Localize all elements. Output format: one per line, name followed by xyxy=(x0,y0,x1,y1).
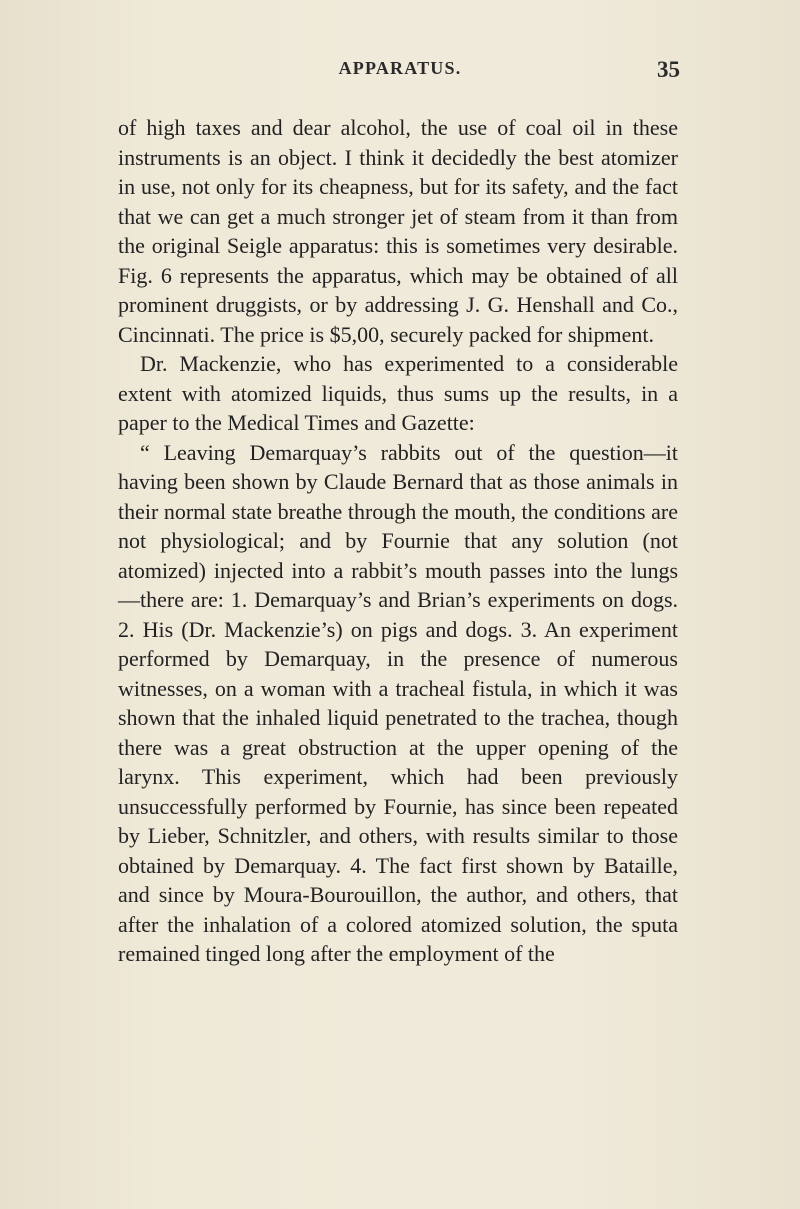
paragraph-quotation: “ Leaving Demarquay’s rabbits out of the question—it having been shown by Claude Bernard that as those animals in their normal state breathe through the mouth, the conditions are not physiological; and by Fournie that any solution (not atomized) injected into a rabbit’s mouth passes into the lungs—there are: 1. Demarquay’s and Brian’s experiments on dogs. 2. His (Dr. Mackenzie’s) on pigs and dogs. 3. An experiment performed by Demarquay, in the presence of numerous witnesses, on a woman with a tracheal fistula, in which it was shown that the inhaled liquid penetrated to the trachea, though there was a great obstruction at the upper opening of the larynx. This experiment, which had been previously unsuccessfully performed by Fournie, has since been repeated by Lieber, Schnitzler, and others, with results similar to those obtained by Demarquay. 4. The fact first shown by Bataille, and since by Moura-Bourouillon, the author, and others, that after the inhalation of a colored atomized solution, the sputa remained tinged long after the employment of the xyxy=(118,439,678,966)
running-title: APPARATUS. xyxy=(338,58,462,78)
paragraph-mackenzie-intro: Dr. Mackenzie, who has experimented to a considerable extent with atomized liquids, thus sums up the results, in a paper to the Medical Times and Gazette: xyxy=(118,351,678,435)
paragraph-continuation: of high taxes and dear alcohol, the use of coal oil in these instruments is an object. I think it decidedly the best atomizer in use, not only for its cheapness, but for its safety, and the fact that we can get a much stronger jet of steam from it than from the original Seigle apparatus: this is sometimes very desirable. Fig. 6 represents the apparatus, which may be obtained of all prominent druggists, or by addressing J. G. Henshall and Co., Cincinnati. The price is $5,00, securely packed for shipment. xyxy=(118,115,678,347)
page-header xyxy=(120,58,680,88)
page-number: 35 xyxy=(657,57,680,82)
body-text xyxy=(118,113,678,969)
